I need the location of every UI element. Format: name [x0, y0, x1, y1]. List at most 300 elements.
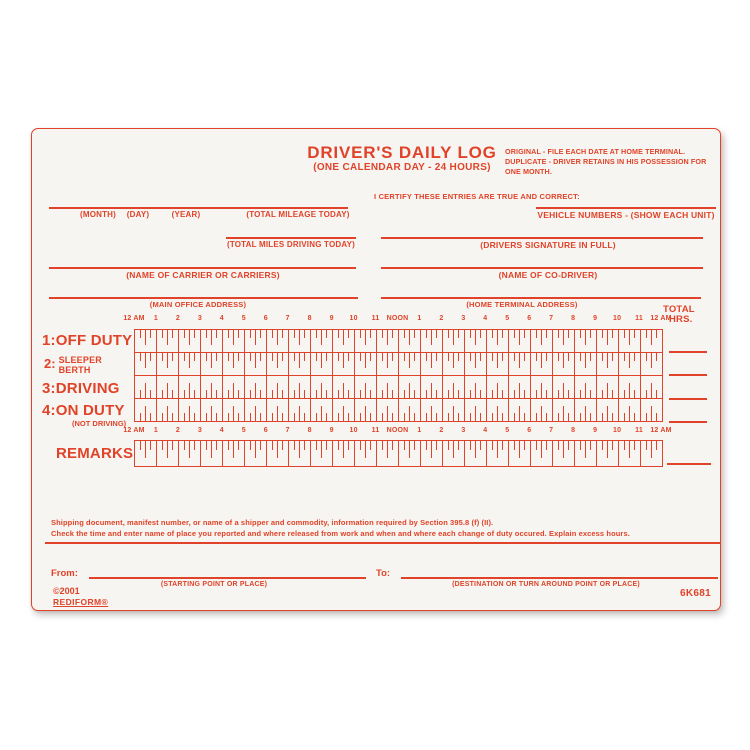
hour-cell	[553, 376, 575, 398]
hour-cell	[311, 330, 333, 352]
hour-cell	[443, 376, 465, 398]
tick-mark	[409, 441, 410, 458]
tick-mark	[607, 441, 608, 458]
tick-mark	[470, 330, 471, 338]
tick-mark	[140, 353, 141, 361]
hour-label: 9	[329, 427, 334, 434]
hour-cell	[509, 353, 531, 375]
tick-mark	[238, 330, 239, 338]
hour-cell	[531, 376, 553, 398]
hour-cell	[531, 330, 553, 352]
tick-mark	[343, 330, 344, 345]
tick-mark	[624, 413, 625, 421]
tick-mark	[480, 441, 481, 450]
tick-mark	[365, 330, 366, 345]
tick-mark	[502, 413, 503, 421]
tick-mark	[602, 413, 603, 421]
tick-mark	[365, 441, 366, 458]
hour-label: 11	[371, 315, 380, 322]
tick-mark	[470, 441, 471, 450]
tick-mark	[338, 413, 339, 421]
tick-mark	[409, 406, 410, 421]
tick-mark	[272, 353, 273, 361]
hour-cell	[575, 353, 597, 375]
date-line	[49, 207, 251, 209]
hour-cell	[641, 376, 662, 398]
tick-mark	[140, 330, 141, 338]
tick-mark	[536, 353, 537, 361]
hour-cell	[201, 330, 223, 352]
hour-cell	[289, 376, 311, 398]
hour-cell	[289, 353, 311, 375]
hour-cell	[465, 376, 487, 398]
hour-label: 6	[263, 427, 268, 434]
tick-mark	[414, 390, 415, 398]
tick-mark	[228, 353, 229, 361]
hour-cell	[157, 399, 179, 421]
hour-label: 1	[417, 427, 422, 434]
tick-mark	[563, 383, 564, 398]
tick-mark	[524, 390, 525, 398]
tick-mark	[238, 353, 239, 361]
tick-mark	[228, 330, 229, 338]
tick-mark	[189, 383, 190, 398]
tick-mark	[453, 353, 454, 368]
tick-mark	[590, 353, 591, 361]
tick-mark	[172, 441, 173, 450]
tick-mark	[360, 390, 361, 398]
tick-mark	[338, 330, 339, 338]
tick-mark	[365, 383, 366, 398]
hour-label: 6	[263, 315, 268, 322]
tick-mark	[304, 390, 305, 398]
original-note: ORIGINAL - FILE EACH DATE AT HOME TERMINAL.	[505, 147, 686, 156]
instruction-line-2: Check the time and enter name of place you reported and where released from work and when and where each change of duty occured. Explain excess hours.	[51, 529, 630, 538]
tick-mark	[387, 441, 388, 458]
hour-cell	[355, 376, 377, 398]
carrier-line	[49, 267, 356, 269]
hour-cell	[597, 376, 619, 398]
tick-mark	[453, 383, 454, 398]
tick-mark	[299, 383, 300, 398]
tick-mark	[370, 441, 371, 450]
hour-cell	[223, 441, 245, 466]
tick-mark	[162, 441, 163, 450]
tick-mark	[536, 413, 537, 421]
hour-label: 4	[219, 427, 224, 434]
hour-cell	[575, 330, 597, 352]
tick-mark	[590, 390, 591, 398]
tick-mark	[277, 441, 278, 458]
tick-mark	[448, 390, 449, 398]
hour-label: 11	[635, 315, 643, 322]
tick-mark	[343, 406, 344, 421]
tick-mark	[568, 330, 569, 338]
total-mileage-line	[251, 207, 348, 209]
hour-cell	[333, 353, 355, 375]
tick-mark	[519, 353, 520, 368]
tick-mark	[404, 330, 405, 338]
tick-mark	[546, 330, 547, 338]
hour-cell	[311, 376, 333, 398]
tick-mark	[382, 330, 383, 338]
tick-mark	[470, 390, 471, 398]
tick-mark	[656, 353, 657, 361]
tick-mark	[145, 406, 146, 421]
tick-mark	[502, 330, 503, 338]
total-hours-line-off-duty	[669, 351, 707, 353]
hour-label: 7	[549, 427, 554, 434]
hour-cell	[267, 330, 289, 352]
tick-mark	[145, 441, 146, 458]
tick-mark	[233, 353, 234, 368]
hour-cell	[333, 330, 355, 352]
tick-mark	[524, 353, 525, 361]
tick-mark	[233, 330, 234, 345]
hour-label: 2	[439, 427, 444, 434]
tick-mark	[612, 441, 613, 450]
tick-mark	[607, 330, 608, 345]
hour-cell	[421, 399, 443, 421]
tick-mark	[409, 383, 410, 398]
tick-mark	[238, 441, 239, 450]
hour-cell	[619, 376, 641, 398]
tick-mark	[228, 413, 229, 421]
hour-cell	[333, 399, 355, 421]
tick-mark	[211, 406, 212, 421]
day-label: (DAY)	[126, 210, 150, 219]
tick-mark	[458, 390, 459, 398]
tick-mark	[277, 353, 278, 368]
tick-mark	[326, 353, 327, 361]
remarks-label: REMARKS	[56, 445, 134, 462]
hour-cell	[377, 376, 399, 398]
hour-cell	[179, 353, 201, 375]
tick-mark	[348, 390, 349, 398]
tick-mark	[382, 441, 383, 450]
tick-mark	[272, 390, 273, 398]
tick-mark	[206, 413, 207, 421]
tick-mark	[475, 383, 476, 398]
tick-mark	[370, 353, 371, 361]
tick-mark	[304, 330, 305, 338]
hour-cell	[575, 441, 597, 466]
hour-cell	[443, 399, 465, 421]
tick-mark	[480, 390, 481, 398]
hour-label: 3	[197, 427, 202, 434]
month-label: (MONTH)	[79, 210, 117, 219]
tick-mark	[255, 441, 256, 458]
tick-mark	[448, 413, 449, 421]
tick-mark	[216, 413, 217, 421]
tick-mark	[272, 413, 273, 421]
hour-label: 10	[612, 315, 622, 322]
tick-mark	[524, 330, 525, 338]
tick-mark	[585, 383, 586, 398]
tick-mark	[453, 441, 454, 458]
tick-mark	[294, 353, 295, 361]
hour-cell	[509, 399, 531, 421]
vehicle-numbers-label: VEHICLE NUMBERS - (SHOW EACH UNIT)	[537, 210, 715, 220]
hour-cell	[465, 353, 487, 375]
hour-label: 7	[285, 315, 290, 322]
hour-cell	[289, 441, 311, 466]
hour-cell	[135, 441, 157, 466]
tick-mark	[431, 406, 432, 421]
total-hours-line-remarks	[667, 463, 711, 465]
hour-label: 9	[593, 427, 598, 434]
tick-mark	[502, 353, 503, 361]
tick-mark	[282, 390, 283, 398]
hour-cell	[619, 399, 641, 421]
tick-mark	[216, 441, 217, 450]
hour-scale-bottom	[123, 427, 672, 438]
tick-mark	[568, 413, 569, 421]
tick-mark	[480, 413, 481, 421]
hour-cell	[553, 330, 575, 352]
tick-mark	[624, 441, 625, 450]
hour-cell	[619, 330, 641, 352]
hour-cell	[597, 353, 619, 375]
co-driver-label: (NAME OF CO-DRIVER)	[498, 270, 598, 280]
carrier-label: (NAME OF CARRIER OR CARRIERS)	[126, 270, 280, 280]
remarks-ruler	[134, 440, 663, 467]
tick-mark	[448, 330, 449, 338]
tick-mark	[216, 353, 217, 361]
tick-mark	[184, 330, 185, 338]
hour-cell	[597, 441, 619, 466]
tick-mark	[475, 441, 476, 458]
main-office-label: (MAIN OFFICE ADDRESS)	[149, 300, 247, 309]
hour-label: 6	[527, 427, 532, 434]
tick-mark	[162, 390, 163, 398]
hour-cell	[135, 353, 157, 375]
tick-mark	[558, 441, 559, 450]
tick-mark	[502, 390, 503, 398]
tick-mark	[167, 330, 168, 345]
tick-mark	[392, 330, 393, 338]
tick-mark	[585, 353, 586, 368]
hour-cell	[201, 376, 223, 398]
duty-row-2	[135, 352, 662, 375]
tick-mark	[382, 353, 383, 361]
hour-label: 3	[197, 315, 202, 322]
tick-mark	[167, 383, 168, 398]
tick-mark	[348, 330, 349, 338]
tick-mark	[194, 353, 195, 361]
hour-label: 5	[505, 427, 510, 434]
tick-mark	[162, 353, 163, 361]
tick-mark	[304, 441, 305, 450]
total-miles-driving-label: (TOTAL MILES DRIVING TODAY)	[226, 240, 356, 249]
tick-mark	[316, 441, 317, 450]
tick-mark	[492, 441, 493, 450]
tick-mark	[585, 441, 586, 458]
tick-mark	[250, 390, 251, 398]
tick-mark	[250, 330, 251, 338]
total-hrs-word: TOTAL	[663, 304, 695, 315]
hour-cell	[289, 399, 311, 421]
tick-mark	[492, 353, 493, 361]
tick-mark	[387, 406, 388, 421]
tick-mark	[233, 406, 234, 421]
tick-mark	[514, 330, 515, 338]
tick-mark	[172, 390, 173, 398]
tick-mark	[299, 353, 300, 368]
tick-mark	[519, 406, 520, 421]
tick-mark	[294, 413, 295, 421]
tick-mark	[634, 413, 635, 421]
hour-label: 2	[175, 427, 180, 434]
tick-mark	[294, 441, 295, 450]
tick-mark	[238, 413, 239, 421]
hour-label: 1	[417, 315, 422, 322]
tick-mark	[492, 330, 493, 338]
tick-mark	[453, 406, 454, 421]
tick-mark	[475, 330, 476, 345]
tick-mark	[541, 330, 542, 345]
tick-mark	[162, 330, 163, 338]
signature-label: (DRIVERS SIGNATURE IN FULL)	[480, 240, 616, 250]
total-hours-line-on-duty	[669, 421, 707, 423]
tick-mark	[167, 441, 168, 458]
tick-mark	[436, 390, 437, 398]
tick-mark	[184, 353, 185, 361]
tick-mark	[612, 413, 613, 421]
total-mileage-label: (TOTAL MILEAGE TODAY)	[246, 210, 350, 219]
tick-mark	[304, 413, 305, 421]
co-driver-line	[381, 267, 703, 269]
hour-cell	[597, 330, 619, 352]
row-sublabel-not-driving: (NOT DRIVING)	[72, 419, 127, 428]
tick-mark	[392, 390, 393, 398]
tick-mark	[145, 330, 146, 345]
tick-mark	[404, 441, 405, 450]
tick-mark	[568, 441, 569, 450]
starting-point-label: (STARTING POINT OR PLACE)	[160, 581, 268, 588]
hour-cell	[267, 441, 289, 466]
hrs-word: HRS.	[669, 314, 693, 325]
tick-mark	[184, 441, 185, 450]
hour-cell	[267, 376, 289, 398]
tick-mark	[607, 353, 608, 368]
tick-mark	[470, 413, 471, 421]
hour-cell	[641, 441, 662, 466]
hour-cell	[179, 376, 201, 398]
tick-mark	[387, 330, 388, 345]
drivers-daily-log-form	[31, 128, 721, 611]
tick-mark	[602, 353, 603, 361]
tick-mark	[282, 413, 283, 421]
hour-label: NOON	[386, 315, 409, 322]
tick-mark	[558, 413, 559, 421]
hour-cell	[531, 399, 553, 421]
hour-cell	[311, 399, 333, 421]
tick-mark	[514, 390, 515, 398]
tick-mark	[590, 441, 591, 450]
tick-mark	[646, 441, 647, 450]
tick-mark	[590, 330, 591, 338]
tick-mark	[392, 353, 393, 361]
tick-mark	[546, 353, 547, 361]
tick-mark	[651, 441, 652, 458]
hour-cell	[333, 376, 355, 398]
form-title: DRIVER'S DAILY LOG	[307, 143, 497, 162]
tick-mark	[524, 413, 525, 421]
tick-mark	[321, 353, 322, 368]
instruction-line-1: Shipping document, manifest number, or name of a shipper and commodity, information required by Section 395.8 (f) (II).	[51, 518, 494, 527]
tick-mark	[656, 441, 657, 450]
hour-label: 8	[571, 427, 576, 434]
tick-mark	[514, 441, 515, 450]
hour-label: 4	[483, 427, 488, 434]
tick-mark	[431, 383, 432, 398]
hour-cell	[487, 441, 509, 466]
tick-mark	[458, 413, 459, 421]
hour-cell	[509, 376, 531, 398]
tick-mark	[194, 330, 195, 338]
tick-mark	[299, 406, 300, 421]
tick-mark	[612, 390, 613, 398]
tick-mark	[602, 390, 603, 398]
tick-mark	[497, 353, 498, 368]
tick-mark	[431, 353, 432, 368]
hour-cell	[201, 353, 223, 375]
hour-cell	[333, 441, 355, 466]
from-label: From:	[51, 568, 78, 579]
tick-mark	[167, 406, 168, 421]
tick-mark	[470, 353, 471, 361]
tick-mark	[607, 383, 608, 398]
hour-label: 8	[307, 315, 312, 322]
tick-mark	[436, 413, 437, 421]
hour-cell	[487, 353, 509, 375]
footer-divider	[45, 542, 721, 544]
tick-mark	[387, 383, 388, 398]
tick-mark	[497, 441, 498, 458]
duty-row-3	[135, 375, 662, 398]
tick-mark	[360, 330, 361, 338]
tick-mark	[338, 390, 339, 398]
tick-mark	[184, 390, 185, 398]
tick-mark	[580, 441, 581, 450]
tick-mark	[426, 441, 427, 450]
tick-mark	[612, 330, 613, 338]
hour-label: 1	[153, 315, 158, 322]
tick-mark	[321, 330, 322, 345]
tick-mark	[299, 330, 300, 345]
tick-mark	[189, 406, 190, 421]
hour-cell	[223, 330, 245, 352]
tick-mark	[338, 441, 339, 450]
hour-cell	[355, 353, 377, 375]
hour-cell	[443, 353, 465, 375]
tick-mark	[360, 353, 361, 361]
tick-mark	[580, 413, 581, 421]
tick-mark	[629, 406, 630, 421]
tick-mark	[343, 353, 344, 368]
hour-cell	[465, 399, 487, 421]
hour-cell	[245, 353, 267, 375]
tick-mark	[365, 406, 366, 421]
tick-mark	[629, 330, 630, 345]
hour-cell	[355, 330, 377, 352]
tick-mark	[624, 353, 625, 361]
tick-mark	[294, 390, 295, 398]
tick-mark	[646, 330, 647, 338]
tick-mark	[580, 390, 581, 398]
tick-mark	[211, 330, 212, 345]
